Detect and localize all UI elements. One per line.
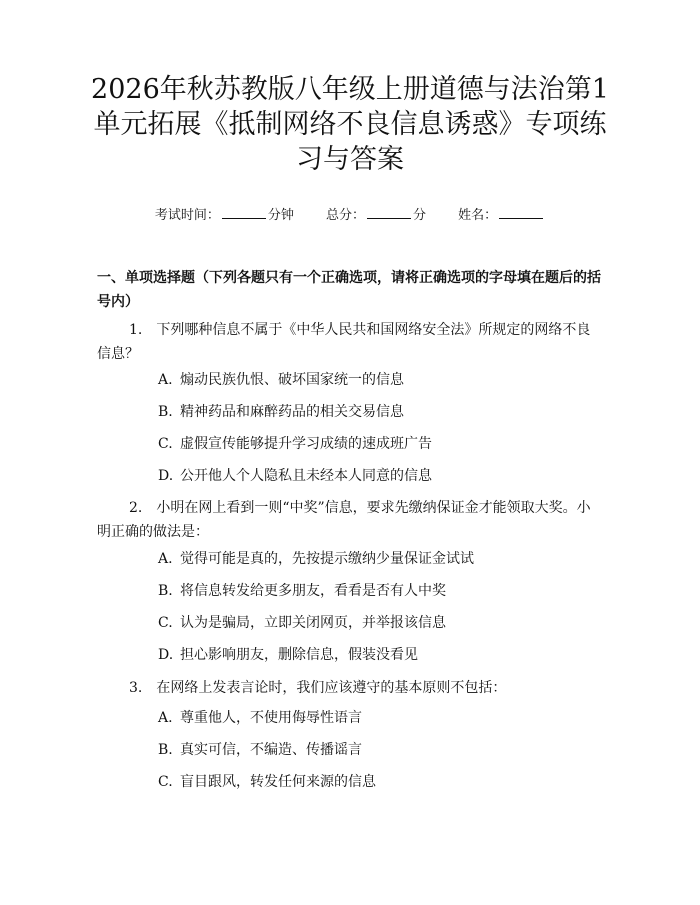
question-text: 在网络上发表言论时，我们应该遵守的基本原则不包括： bbox=[156, 680, 507, 696]
option-text: 真实可信，不编造、传播谣言 bbox=[180, 742, 362, 758]
exam-time-blank bbox=[222, 206, 266, 219]
total-score-blank bbox=[367, 206, 411, 219]
question-text: 下列哪种信息不属于《中华人民共和国网络安全法》所规定的网络不良信息？ bbox=[97, 322, 591, 362]
question-2 bbox=[97, 496, 602, 544]
option-label: C. bbox=[158, 436, 173, 452]
question-1-option-d bbox=[158, 466, 598, 486]
exam-time-field bbox=[155, 206, 294, 225]
option-label: A. bbox=[158, 551, 173, 567]
option-text: 尊重他人，不使用侮辱性语言 bbox=[180, 710, 362, 726]
exam-time-unit: 分钟 bbox=[267, 208, 294, 223]
question-text: 小明在网上看到一则“中奖”信息，要求先缴纳保证金才能领取大奖。小明正确的做法是： bbox=[97, 500, 591, 540]
option-label: B. bbox=[158, 404, 173, 420]
total-score-field bbox=[326, 206, 426, 225]
option-text: 公开他人个人隐私且未经本人同意的信息 bbox=[180, 468, 432, 484]
question-1-option-c bbox=[158, 434, 598, 454]
name-field bbox=[458, 206, 545, 225]
option-label: D. bbox=[158, 468, 174, 484]
question-number: 2. bbox=[129, 500, 143, 516]
option-text: 担心影响朋友，删除信息，假装没看见 bbox=[180, 647, 418, 663]
option-text: 虚假宣传能够提升学习成绩的速成班广告 bbox=[180, 436, 432, 452]
option-text: 煽动民族仇恨、破坏国家统一的信息 bbox=[180, 372, 404, 388]
question-3-option-b bbox=[158, 740, 598, 760]
question-number: 3. bbox=[129, 680, 143, 696]
document-title: 2026年秋苏教版八年级上册道德与法治第1单元拓展《抵制网络不良信息诱惑》专项练习与答案 bbox=[91, 74, 609, 175]
question-2-option-b bbox=[158, 581, 598, 601]
question-2-option-c bbox=[158, 613, 598, 633]
section-heading: 一、单项选择题（下列各题只有一个正确选项，请将正确选项的字母填在题后的括号内） bbox=[97, 270, 601, 310]
question-2-option-d bbox=[158, 645, 598, 665]
exam-time-label: 考试时间： bbox=[154, 208, 220, 223]
option-label: B. bbox=[158, 583, 173, 599]
question-1-option-a bbox=[158, 370, 598, 390]
option-text: 精神药品和麻醉药品的相关交易信息 bbox=[180, 404, 404, 420]
total-score-unit: 分 bbox=[413, 208, 427, 223]
name-label: 姓名： bbox=[458, 208, 498, 223]
total-score-label: 总分： bbox=[325, 208, 365, 223]
question-1 bbox=[97, 318, 602, 366]
option-label: A. bbox=[158, 710, 173, 726]
option-label: C. bbox=[158, 774, 173, 790]
option-text: 认为是骗局，立即关闭网页，并举报该信息 bbox=[180, 615, 446, 631]
option-text: 觉得可能是真的，先按提示缴纳少量保证金试试 bbox=[180, 551, 474, 567]
exam-info-line bbox=[0, 206, 700, 225]
option-text: 盲目跟风，转发任何来源的信息 bbox=[180, 774, 376, 790]
option-label: C. bbox=[158, 615, 173, 631]
option-label: D. bbox=[158, 647, 174, 663]
question-2-option-a bbox=[158, 549, 598, 569]
question-3-option-c bbox=[158, 772, 598, 792]
question-number: 1. bbox=[129, 322, 143, 338]
option-text: 将信息转发给更多朋友，看看是否有人中奖 bbox=[180, 583, 446, 599]
name-blank bbox=[499, 206, 543, 219]
question-3-option-a bbox=[158, 708, 598, 728]
question-1-option-b bbox=[158, 402, 598, 422]
option-label: A. bbox=[158, 372, 173, 388]
option-label: B. bbox=[158, 742, 173, 758]
question-3 bbox=[97, 676, 602, 700]
